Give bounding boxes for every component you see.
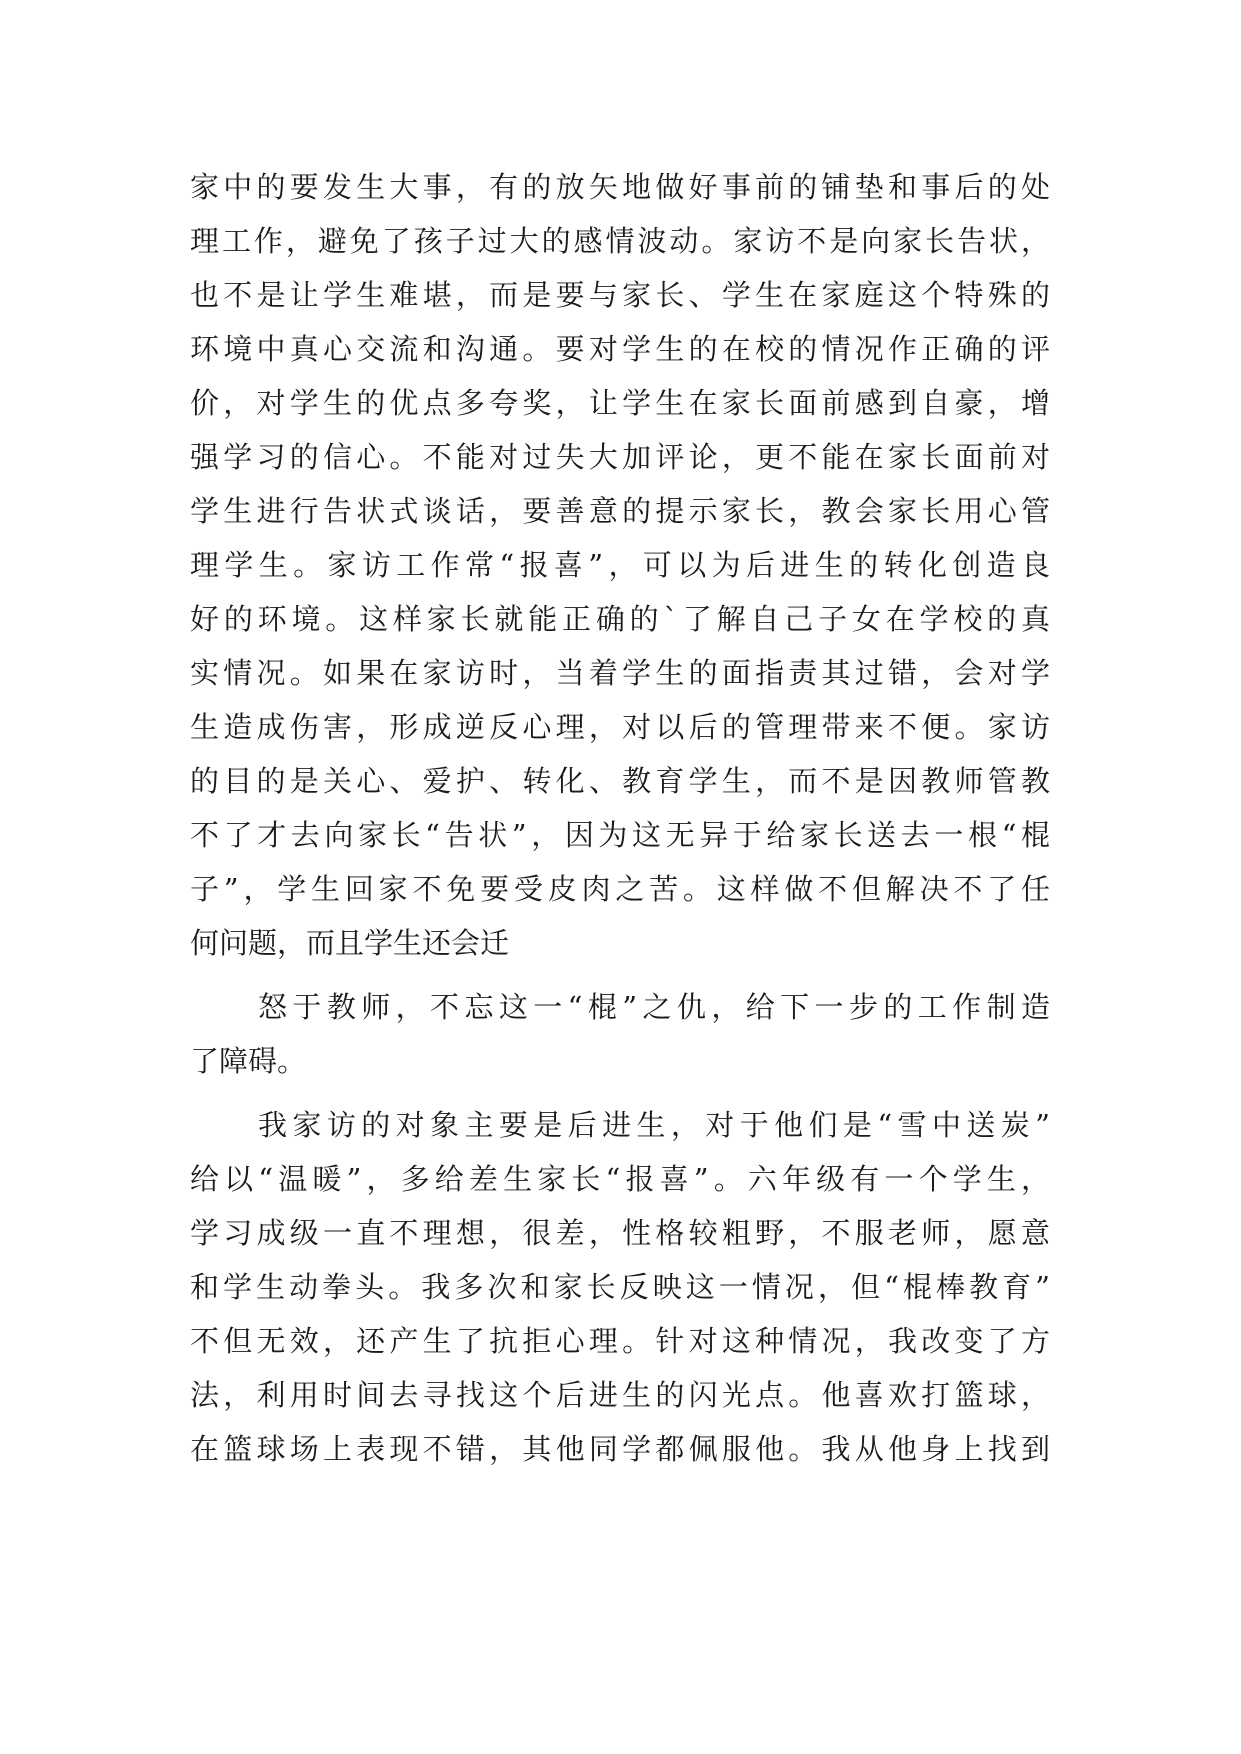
- paragraph-gap: [190, 1088, 1050, 1098]
- paragraph: [190, 1098, 1050, 1476]
- text-line: 理学生。家访工作常“报喜”，可以为后进生的转化创造良: [190, 548, 1050, 582]
- text-line: 给以“温暖”，多给差生家长“报喜”。六年级有一个学生，: [190, 1162, 1050, 1196]
- text-line: 学生进行告状式谈话，要善意的提示家长，教会家长用心管: [190, 494, 1050, 528]
- text-line: 了障碍。: [190, 1044, 307, 1078]
- text-line: 的目的是关心、爱护、转化、教育学生，而不是因教师管教: [190, 764, 1050, 798]
- text-line: 在篮球场上表现不错，其他同学都佩服他。我从他身上找到: [190, 1432, 1050, 1466]
- text-line: 学习成级一直不理想，很差，性格较粗野，不服老师，愿意: [190, 1216, 1050, 1250]
- text-line: 不但无效，还产生了抗拒心理。针对这种情况，我改变了方: [190, 1324, 1050, 1358]
- text-line: 理工作，避免了孩子过大的感情波动。家访不是向家长告状，: [190, 224, 1050, 258]
- text-line: 何问题，而且学生还会迁: [190, 926, 510, 960]
- text-line: 法，利用时间去寻找这个后进生的闪光点。他喜欢打篮球，: [190, 1378, 1050, 1412]
- text-line: 实情况。如果在家访时，当着学生的面指责其过错，会对学: [190, 656, 1050, 690]
- text-line: 好的环境。这样家长就能正确的`了解自己子女在学校的真: [190, 602, 1050, 636]
- text-line: 强学习的信心。不能对过失大加评论，更不能在家长面前对: [190, 440, 1050, 474]
- text-line: 和学生动拳头。我多次和家长反映这一情况，但“棍棒教育”: [190, 1270, 1050, 1304]
- paragraph: [190, 980, 1050, 1088]
- text-line: 怒于教师，不忘这一“棍”之仇，给下一步的工作制造: [258, 990, 1050, 1024]
- text-line: 环境中真心交流和沟通。要对学生的在校的情况作正确的评: [190, 332, 1050, 366]
- paragraph-gap: [190, 970, 1050, 980]
- body-text: [190, 160, 1050, 1476]
- text-line: 我家访的对象主要是后进生，对于他们是“雪中送炭”: [258, 1108, 1050, 1142]
- text-line: 生造成伤害，形成逆反心理，对以后的管理带来不便。家访: [190, 710, 1050, 744]
- text-line: 子”，学生回家不免要受皮肉之苦。这样做不但解决不了任: [190, 872, 1050, 906]
- paragraph: [190, 160, 1050, 970]
- text-line: 价，对学生的优点多夸奖，让学生在家长面前感到自豪，增: [190, 386, 1050, 420]
- text-line: 也不是让学生难堪，而是要与家长、学生在家庭这个特殊的: [190, 278, 1050, 312]
- text-line: 不了才去向家长“告状”，因为这无异于给家长送去一根“棍: [190, 818, 1050, 852]
- text-line: 家中的要发生大事，有的放矢地做好事前的铺垫和事后的处: [190, 170, 1050, 204]
